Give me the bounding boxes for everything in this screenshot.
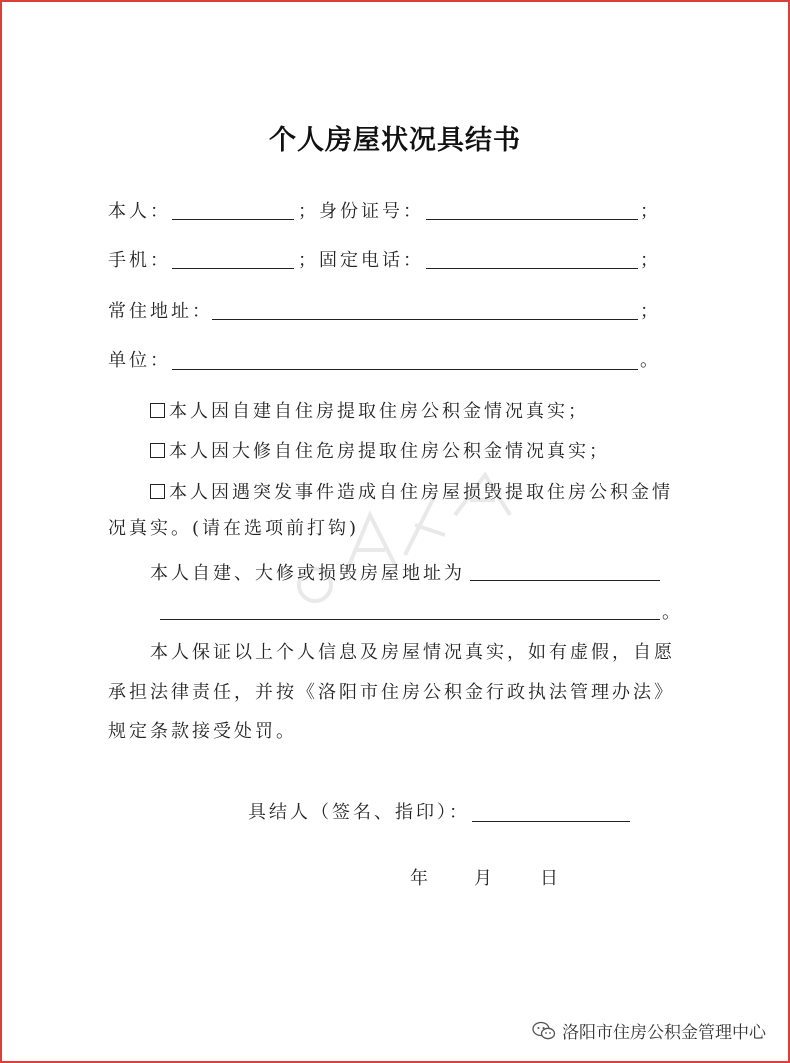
landline-label: ；固定电话：	[298, 250, 424, 271]
id-number-field[interactable]	[426, 219, 638, 220]
row1-end: ；	[640, 201, 661, 222]
date-day: 日	[540, 868, 561, 889]
address-label: 常住地址：	[108, 301, 213, 322]
signature-label: 具结人（签名、指印）：	[248, 802, 470, 823]
house-address-field-1[interactable]	[470, 580, 660, 581]
option-1-label: 本人因自建自住房提取住房公积金情况真实；	[169, 401, 589, 422]
id-label: ；身份证号：	[298, 201, 424, 222]
option-3-checkbox[interactable]	[150, 484, 165, 499]
row4-end: 。	[640, 350, 661, 371]
row2-end: ；	[640, 250, 661, 271]
address-field[interactable]	[212, 319, 638, 320]
pledge-line-2: 承担法律责任，并按《洛阳市住房公积金行政执法管理办法》	[108, 682, 675, 703]
date-month: 月	[474, 868, 495, 889]
option-2	[150, 439, 610, 465]
row3-end: ；	[640, 301, 661, 322]
date-year: 年	[410, 868, 431, 889]
option-2-checkbox[interactable]	[150, 443, 165, 458]
document-title: 个人房屋状况具结书	[269, 125, 521, 156]
phone-field[interactable]	[172, 268, 294, 269]
phone-label: 手机：	[108, 250, 171, 271]
option-2-label: 本人因大修自住危房提取住房公积金情况真实；	[169, 441, 610, 462]
option-1	[150, 399, 589, 425]
name-field[interactable]	[172, 219, 294, 220]
footer-watermark	[532, 1018, 766, 1043]
unit-field[interactable]	[172, 369, 638, 370]
house-address-end: 。	[662, 602, 683, 623]
wechat-icon	[532, 1021, 556, 1041]
landline-field[interactable]	[426, 268, 638, 269]
option-3-continuation: 况真实。(请在选项前打钩)	[108, 518, 360, 539]
pledge-line-3: 规定条款接受处罚。	[108, 721, 297, 742]
option-3-label: 本人因遇突发事件造成自住房屋损毁提取住房公积金情	[169, 482, 673, 503]
pledge-line-1: 本人保证以上个人信息及房屋情况真实，如有虚假，自愿	[150, 642, 675, 663]
house-address-label: 本人自建、大修或损毁房屋地址为	[150, 563, 465, 584]
option-3	[150, 480, 673, 506]
footer-account-name: 洛阳市住房公积金管理中心	[562, 1023, 766, 1043]
option-1-checkbox[interactable]	[150, 403, 165, 418]
name-label: 本人：	[108, 201, 171, 222]
unit-label: 单位：	[108, 350, 171, 371]
signature-field[interactable]	[472, 821, 630, 822]
house-address-field-2[interactable]	[160, 619, 660, 620]
